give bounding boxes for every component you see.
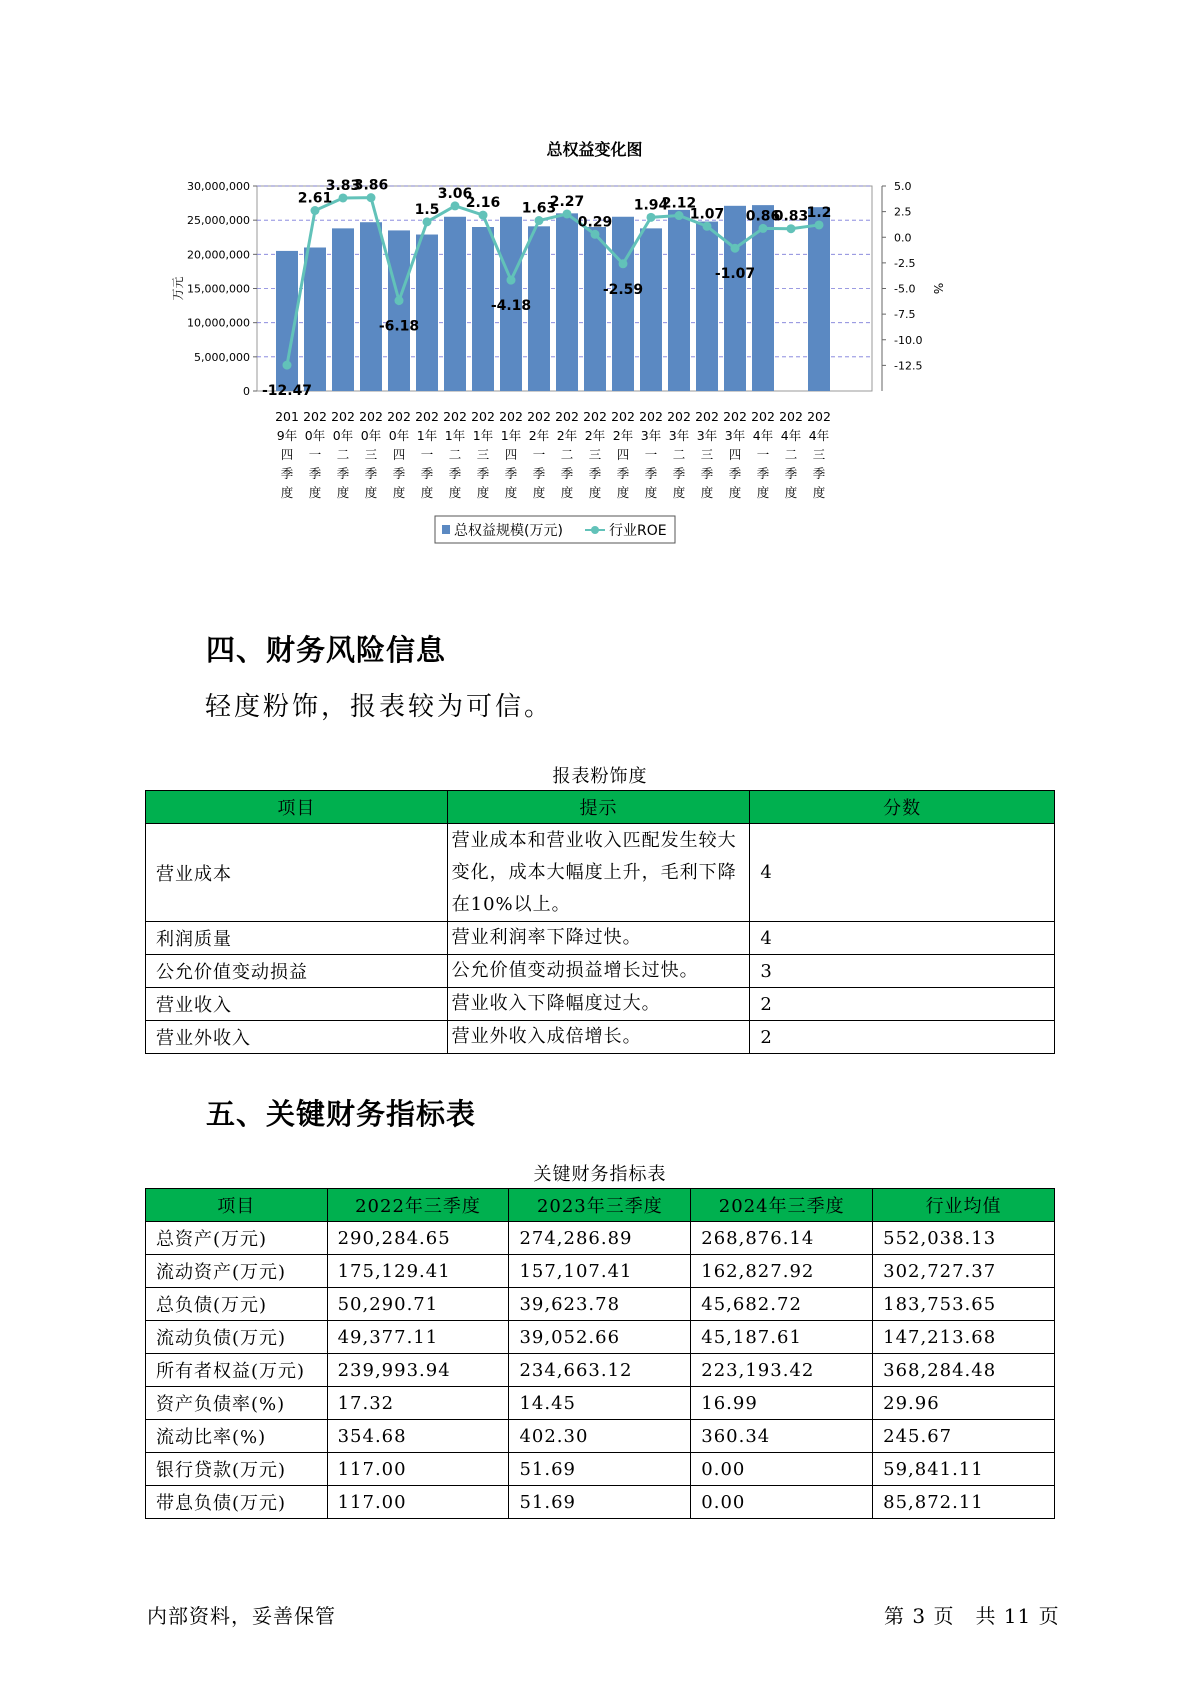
value-cell: 223,193.42 <box>691 1354 873 1387</box>
table-row <box>146 1453 1055 1486</box>
kfi-table-body <box>146 1222 1055 1519</box>
table-row <box>146 1321 1055 1354</box>
section-title-kfi: 五、关键财务指标表 <box>206 1097 477 1131</box>
risk-table <box>145 790 1055 1054</box>
roe-data-label: 0.83 <box>773 208 809 225</box>
bar <box>304 248 326 392</box>
bar <box>556 213 578 391</box>
roe-point <box>563 209 572 218</box>
x-tick-label: 202 2年四季度 <box>611 409 635 500</box>
header-cell: 提示 <box>447 791 750 824</box>
item-cell: 营业成本 <box>146 824 448 922</box>
roe-point <box>815 220 824 229</box>
roe-data-label: 2.16 <box>465 195 501 212</box>
roe-data-label: 0.86 <box>745 208 781 225</box>
y-right-tick-label: 0.0 <box>894 231 912 245</box>
roe-point <box>619 259 628 268</box>
roe-data-label: 3.06 <box>437 185 473 202</box>
legend-line-marker <box>591 526 599 534</box>
x-tick-label: 201 9年四季度 <box>275 409 299 500</box>
value-cell: 49,377.11 <box>327 1321 509 1354</box>
value-cell: 245.67 <box>873 1420 1055 1453</box>
section-title-risk: 四、财务风险信息 <box>206 633 447 667</box>
value-cell: 360.34 <box>691 1420 873 1453</box>
value-cell: 45,682.72 <box>691 1288 873 1321</box>
value-cell: 85,872.11 <box>873 1486 1055 1519</box>
item-cell: 流动资产(万元) <box>146 1255 328 1288</box>
tip-cell: 营业成本和营业收入匹配发生较大变化，成本大幅度上升，毛利下降在10%以上。 <box>447 824 750 922</box>
legend-line-label: 行业ROE <box>609 523 667 539</box>
x-tick-label: 202 3年四季度 <box>723 409 747 500</box>
header-cell: 行业均值 <box>873 1189 1055 1222</box>
x-tick-label: 202 0年二季度 <box>331 409 355 500</box>
tip-cell: 营业收入下降幅度过大。 <box>447 988 750 1021</box>
x-tick-label: 202 0年四季度 <box>387 409 411 500</box>
table-row <box>146 988 1055 1021</box>
bar <box>724 206 746 391</box>
item-cell: 总负债(万元) <box>146 1288 328 1321</box>
value-cell: 39,623.78 <box>509 1288 691 1321</box>
header-cell: 项目 <box>146 1189 328 1222</box>
value-cell: 17.32 <box>327 1387 509 1420</box>
bar <box>528 226 550 391</box>
score-cell: 2 <box>750 1021 1055 1054</box>
roe-point <box>591 230 600 239</box>
equity-chart <box>170 140 990 590</box>
x-tick-label: 202 3年三季度 <box>695 409 719 500</box>
table-row <box>146 1021 1055 1054</box>
header-cell: 2023年三季度 <box>509 1189 691 1222</box>
chart-title: 总权益变化图 <box>546 140 643 159</box>
legend-bar-label: 总权益规模(万元) <box>454 523 563 539</box>
table-row <box>146 1288 1055 1321</box>
x-tick-label: 202 0年一季度 <box>303 409 327 500</box>
x-tick-label: 202 1年四季度 <box>499 409 523 500</box>
value-cell: 354.68 <box>327 1420 509 1453</box>
table-row <box>146 1387 1055 1420</box>
value-cell: 117.00 <box>327 1453 509 1486</box>
bar <box>584 227 606 391</box>
x-tick-label: 202 1年二季度 <box>443 409 467 500</box>
bar <box>806 204 832 391</box>
bar <box>388 230 410 391</box>
roe-data-label: 2.27 <box>549 193 585 210</box>
equity-chart-svg <box>170 140 990 590</box>
roe-data-label: -12.47 <box>261 383 313 400</box>
item-cell: 公允价值变动损益 <box>146 955 448 988</box>
score-cell: 2 <box>750 988 1055 1021</box>
x-tick-label: 202 3年一季度 <box>639 409 663 500</box>
header-cell: 分数 <box>750 791 1055 824</box>
table-row <box>146 922 1055 955</box>
value-cell: 290,284.65 <box>327 1222 509 1255</box>
item-cell: 总资产(万元) <box>146 1222 328 1255</box>
value-cell: 51.69 <box>509 1453 691 1486</box>
roe-point <box>451 201 460 210</box>
y-right-tick-label: -10.0 <box>894 333 923 347</box>
bar <box>696 222 718 391</box>
score-cell: 4 <box>750 824 1055 922</box>
roe-data-label: -1.07 <box>714 266 756 283</box>
y-right-tick-label: -2.5 <box>894 256 916 270</box>
value-cell: 117.00 <box>327 1486 509 1519</box>
y-left-tick-label: 5,000,000 <box>194 350 250 364</box>
legend-bar-swatch <box>442 525 450 534</box>
roe-data-label: 2.61 <box>297 190 333 207</box>
x-tick-label: 202 4年三季度 <box>807 409 831 500</box>
header-cell: 2022年三季度 <box>327 1189 509 1222</box>
risk-table-header <box>146 791 1055 824</box>
value-cell: 183,753.65 <box>873 1288 1055 1321</box>
item-cell: 营业收入 <box>146 988 448 1021</box>
value-cell: 45,187.61 <box>691 1321 873 1354</box>
risk-table-caption: 报表粉饰度 <box>552 766 648 787</box>
value-cell: 239,993.94 <box>327 1354 509 1387</box>
roe-point <box>395 296 404 305</box>
y-right-tick-label: -7.5 <box>894 308 916 322</box>
y-left-tick-label: 15,000,000 <box>187 282 250 296</box>
value-cell: 268,876.14 <box>691 1222 873 1255</box>
value-cell: 234,663.12 <box>509 1354 691 1387</box>
roe-data-label: 1.5 <box>414 201 440 218</box>
tip-cell: 营业外收入成倍增长。 <box>447 1021 750 1054</box>
item-cell: 所有者权益(万元) <box>146 1354 328 1387</box>
y-right-tick-label: -5.0 <box>894 282 916 296</box>
footer-page-number: 第 3 页 共 11 页 <box>884 1604 1060 1628</box>
bar <box>416 235 438 391</box>
item-cell: 资产负债率(%) <box>146 1387 328 1420</box>
bar <box>444 217 466 391</box>
x-tick-label: 202 0年三季度 <box>359 409 383 500</box>
bar <box>332 228 354 391</box>
value-cell: 147,213.68 <box>873 1321 1055 1354</box>
value-cell: 162,827.92 <box>691 1255 873 1288</box>
roe-data-label: 1.63 <box>521 200 557 217</box>
x-tick-label: 202 2年三季度 <box>583 409 607 500</box>
x-tick-label: 202 2年一季度 <box>527 409 551 500</box>
table-row <box>146 1354 1055 1387</box>
bar <box>640 228 662 391</box>
risk-summary: 轻度粉饰，报表较为可信。 <box>205 692 554 722</box>
x-tick-label: 202 1年三季度 <box>471 409 495 500</box>
roe-data-label: -6.18 <box>378 318 420 335</box>
y-left-tick-label: 20,000,000 <box>187 248 250 262</box>
header-cell: 2024年三季度 <box>691 1189 873 1222</box>
roe-point <box>339 193 348 202</box>
value-cell: 402.30 <box>509 1420 691 1453</box>
y-right-tick-label: -12.5 <box>894 359 923 373</box>
value-cell: 51.69 <box>509 1486 691 1519</box>
y-right-tick-label: 5.0 <box>894 180 912 193</box>
item-cell: 利润质量 <box>146 922 448 955</box>
roe-data-label: 2.12 <box>661 195 697 212</box>
roe-data-label: 1.94 <box>633 197 669 214</box>
bar <box>612 217 634 391</box>
table-row <box>146 1222 1055 1255</box>
roe-point <box>535 216 544 225</box>
roe-point <box>787 224 796 233</box>
score-cell: 3 <box>750 955 1055 988</box>
item-cell: 营业外收入 <box>146 1021 448 1054</box>
value-cell: 39,052.66 <box>509 1321 691 1354</box>
header-cell: 项目 <box>146 791 448 824</box>
footer-confidential: 内部资料，妥善保管 <box>147 1604 336 1628</box>
x-tick-label: 202 4年二季度 <box>779 409 803 500</box>
x-tick-label: 202 2年二季度 <box>555 409 579 500</box>
value-cell: 368,284.48 <box>873 1354 1055 1387</box>
y-right-tick-label: 2.5 <box>894 205 912 219</box>
y-left-tick-label: 30,000,000 <box>187 180 250 193</box>
tip-cell: 公允价值变动损益增长过快。 <box>447 955 750 988</box>
roe-point <box>423 217 432 226</box>
tip-cell: 营业利润率下降过快。 <box>447 922 750 955</box>
roe-data-label: 1.07 <box>689 206 725 223</box>
table-row <box>146 955 1055 988</box>
table-row <box>146 1420 1055 1453</box>
table-row <box>146 1486 1055 1519</box>
bar <box>668 210 690 391</box>
x-tick-label: 202 1年一季度 <box>415 409 439 500</box>
roe-point <box>703 222 712 231</box>
value-cell: 16.99 <box>691 1387 873 1420</box>
value-cell: 50,290.71 <box>327 1288 509 1321</box>
value-cell: 274,286.89 <box>509 1222 691 1255</box>
item-cell: 带息负债(万元) <box>146 1486 328 1519</box>
roe-point <box>675 211 684 220</box>
y-left-tick-label: 10,000,000 <box>187 316 250 330</box>
value-cell: 175,129.41 <box>327 1255 509 1288</box>
value-cell: 157,107.41 <box>509 1255 691 1288</box>
kfi-table <box>145 1188 1055 1519</box>
bar <box>360 222 382 391</box>
kfi-table-header <box>146 1189 1055 1222</box>
y-right-axis-label: % <box>931 282 945 295</box>
value-cell: 302,727.37 <box>873 1255 1055 1288</box>
roe-point <box>311 206 320 215</box>
kfi-table-caption: 关键财务指标表 <box>533 1164 667 1185</box>
roe-data-label: -2.59 <box>602 281 644 298</box>
item-cell: 流动比率(%) <box>146 1420 328 1453</box>
roe-data-label: 0.29 <box>577 214 613 231</box>
table-row <box>146 1255 1055 1288</box>
roe-point <box>479 211 488 220</box>
value-cell: 29.96 <box>873 1387 1055 1420</box>
roe-data-label: 3.83 <box>325 177 361 194</box>
value-cell: 552,038.13 <box>873 1222 1055 1255</box>
x-tick-label: 202 3年二季度 <box>667 409 691 500</box>
score-cell: 4 <box>750 922 1055 955</box>
table-row <box>146 824 1055 922</box>
x-tick-label: 202 4年一季度 <box>751 409 775 500</box>
roe-data-label: 3.86 <box>353 177 389 194</box>
roe-point <box>367 193 376 202</box>
roe-point <box>283 361 292 370</box>
roe-data-label: -4.18 <box>490 298 532 315</box>
item-cell: 银行贷款(万元) <box>146 1453 328 1486</box>
value-cell: 14.45 <box>509 1387 691 1420</box>
roe-data-label: 1.2 <box>806 204 832 221</box>
roe-point <box>759 224 768 233</box>
value-cell: 59,841.11 <box>873 1453 1055 1486</box>
value-cell: 0.00 <box>691 1486 873 1519</box>
value-cell: 0.00 <box>691 1453 873 1486</box>
y-left-tick-label: 25,000,000 <box>187 214 250 228</box>
roe-point <box>731 244 740 253</box>
roe-point <box>647 213 656 222</box>
y-left-tick-label: 0 <box>243 385 250 398</box>
roe-point <box>507 276 516 285</box>
y-left-axis-label: 万元 <box>171 276 185 301</box>
item-cell: 流动负债(万元) <box>146 1321 328 1354</box>
